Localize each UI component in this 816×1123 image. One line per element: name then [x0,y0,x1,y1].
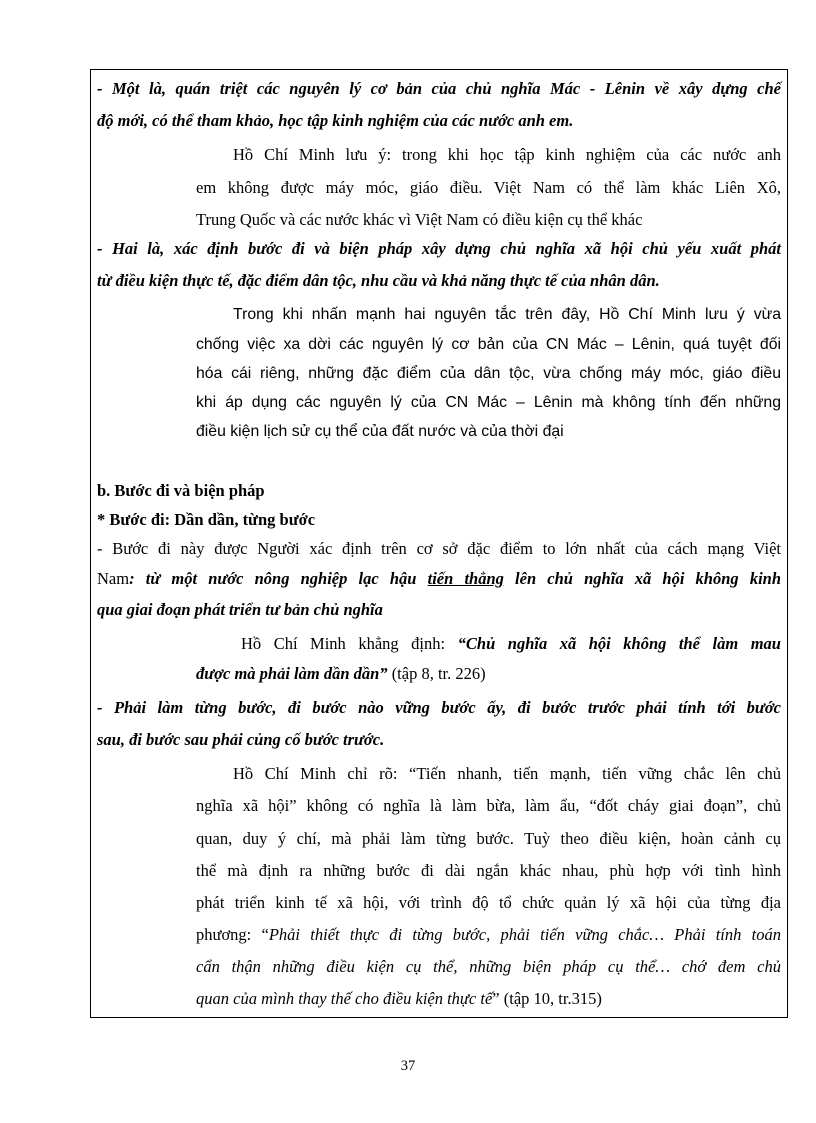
note-3-line-3: quan, duy ý chí, mà phải làm từng bước. Tuỳ theo điều kiện, hoàn cảnh cụ [196,829,781,848]
quote-1-ref: (tập 8, tr. 226) [387,664,486,683]
step-line-1: - Phải làm từng bước, đi bước nào vững bước ấy, đi bước trước phải tính tới bước [97,698,781,717]
quote-1-line-1 [241,634,781,654]
note-3-line-2: nghĩa xã hội” không có nghĩa là làm bừa, làm ẩu, “đốt cháy giai đoạn”, chủ [196,796,781,815]
para-1-nam: Nam [97,569,130,588]
note-3-line-8 [196,989,602,1009]
note-1-line-1: Hồ Chí Minh lưu ý: trong khi học tập kinh nghiệm của các nước anh [233,145,781,164]
note-1-line-3: Trung Quốc và các nước khác vì Việt Nam có điều kiện cụ thể khác [196,210,643,229]
note-3-line-4: thể mà định ra những bước đi dài ngắn khác nhau, phù hợp với tình hình [196,861,781,880]
quote-1-intro: Hồ Chí Minh khẳng định: [241,634,458,653]
quote-1-text-b: được mà phải làm dần dần” [196,664,388,683]
note-3-line-6 [196,925,781,945]
note-3-quote-line-1: Phải thiết thực đi từng bước, phải tiến vững chắc… Phải tính toán [268,925,781,944]
principle-1-line-2: độ mới, có thể tham khảo, học tập kinh nghiệm của các nước anh em. [97,111,574,130]
step-line-2: sau, đi bước sau phải củng cố bước trước. [97,730,385,749]
note-3-quote-line-3: quan của mình thay thế cho điều kiện thực tế [196,989,493,1008]
section-b-heading: b. Bước đi và biện pháp [97,481,265,500]
section-b-subheading: * Bước đi: Dần dần, từng bước [97,510,316,529]
note-2-line-5: điều kiện lịch sử cụ thể của đất nước và của thời đại [196,423,564,440]
note-2-line-2: chống việc xa dời các nguyên lý cơ bản của CN Mác – Lênin, quá tuyệt đối [196,336,781,353]
quote-1-text-a: “Chủ nghĩa xã hội không thể làm mau [457,634,781,653]
note-3-line-5: phát triển kinh tế xã hội, với trình độ tổ chức quản lý xã hội của từng địa [196,893,781,912]
para-1-bold-b: lên chủ nghĩa xã hội không kinh [503,569,782,588]
para-1-line-3: qua giai đoạn phát triển tư bản chủ nghĩa [97,600,383,619]
note-1-line-2: em không được máy móc, giáo điều. Việt Nam có thể làm khác Liên Xô, [196,178,781,197]
note-3-quote-line-2: cẩn thận những điều kiện cụ thể, những biện pháp cụ thể… chớ đem chủ [196,957,781,976]
para-1-line-2 [97,569,781,589]
para-1-underlined: tiến thẳng [427,569,504,588]
note-2-line-4: khi áp dụng các nguyên lý của CN Mác – Lênin mà không tính đến những [196,394,781,411]
note-2-line-3: hóa cái riêng, những đặc điểm của dân tộc, vừa chống máy móc, giáo điều [196,365,781,382]
principle-1-line-1: - Một là, quán triệt các nguyên lý cơ bản của chủ nghĩa Mác - Lênin về xây dựng chế [97,79,781,98]
para-1-bold-a: : từ một nước nông nghiệp lạc hậu [129,569,428,588]
note-3-quote-prefix: phương: “ [196,925,269,944]
note-2-line-1: Trong khi nhấn mạnh hai nguyên tắc trên đây, Hồ Chí Minh lưu ý vừa [233,306,781,323]
quote-1-line-2 [196,664,486,684]
principle-2-line-2: từ điều kiện thực tế, đặc điểm dân tộc, nhu cầu và khả năng thực tế của nhân dân. [97,271,660,290]
para-1-line-1: - Bước đi này được Người xác định trên cơ sở đặc điểm to lớn nhất của cách mạng Việt [97,539,781,558]
principle-2-line-1: - Hai là, xác định bước đi và biện pháp xây dựng chủ nghĩa xã hội chủ yếu xuất phát [97,239,781,258]
note-3-ref: ” (tập 10, tr.315) [492,989,602,1008]
page-number: 37 [400,1058,416,1074]
note-3-line-1: Hồ Chí Minh chỉ rõ: “Tiến nhanh, tiến mạnh, tiến vững chắc lên chủ [233,764,781,783]
